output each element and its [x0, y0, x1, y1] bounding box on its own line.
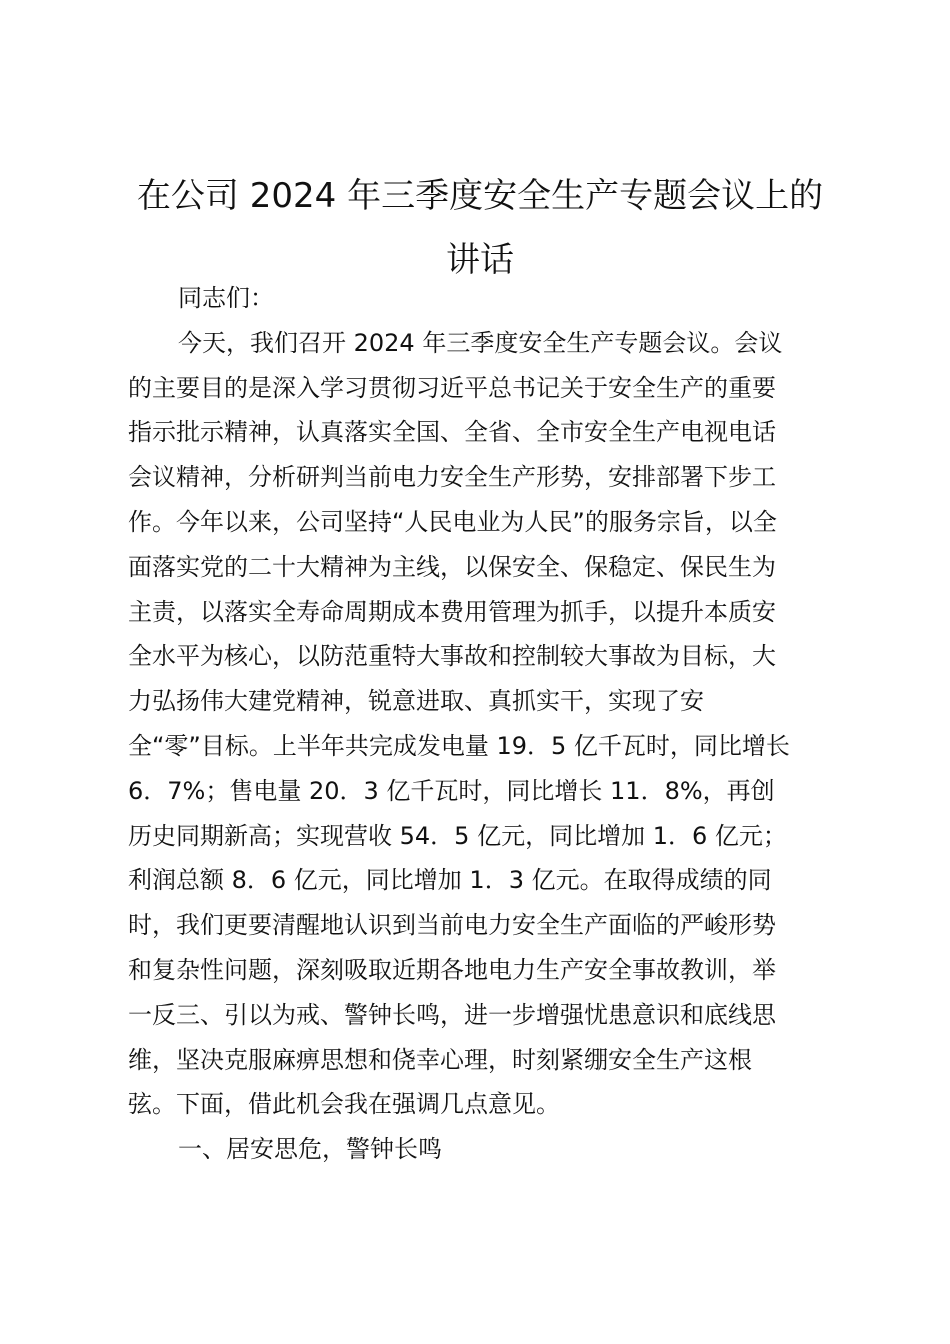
paragraph-line: 的主要目的是深入学习贯彻习近平总书记关于安全生产的重要 — [128, 373, 776, 402]
document-title — [120, 164, 840, 292]
paragraph-line: 6．7%；售电量 20．3 亿千瓦时，同比增长 11．8%，再创 — [128, 776, 775, 805]
document-body — [128, 276, 828, 1172]
title-line: 在公司 2024 年三季度安全生产专题会议上的 — [136, 176, 824, 216]
salutation: 同志们： — [178, 284, 274, 312]
paragraph-line: 今天，我们召开 2024 年三季度安全生产专题会议。会议 — [178, 328, 783, 357]
paragraph-line: 弦。下面，借此机会我在强调几点意见。 — [128, 1090, 560, 1119]
paragraph-line: 利润总额 8．6 亿元，同比增加 1．3 亿元。在取得成绩的同 — [128, 866, 772, 895]
paragraph-line: 力弘扬伟大建党精神，锐意进取、真抓实干，实现了安 — [128, 687, 704, 716]
title-line: 讲话 — [446, 240, 514, 280]
paragraph-line: 时，我们更要清醒地认识到当前电力安全生产面临的严峻形势 — [128, 911, 776, 940]
paragraph-line: 全水平为核心，以防范重特大事故和控制较大事故为目标，大 — [128, 642, 776, 671]
paragraph-line: 维，坚决克服麻痹思想和侥幸心理，时刻紧绷安全生产这根 — [128, 1045, 752, 1074]
intro-paragraph — [128, 321, 828, 1127]
paragraph-line: 作。今年以来，公司坚持“人民电业为人民”的服务宗旨，以全 — [128, 507, 777, 536]
paragraph-line: 指示批示精神，认真落实全国、全省、全市安全生产电视电话 — [128, 418, 776, 447]
section-heading: 一、居安思危，警钟长鸣 — [178, 1135, 442, 1164]
paragraph-line: 主责，以落实全寿命周期成本费用管理为抓手，以提升本质安 — [128, 597, 776, 626]
paragraph-line: 一反三、引以为戒、警钟长鸣，进一步增强忧患意识和底线思 — [128, 1000, 776, 1029]
paragraph-line: 历史同期新高；实现营收 54．5 亿元，同比增加 1．6 亿元； — [128, 821, 787, 850]
paragraph-line: 全“零”目标。上半年共完成发电量 19．5 亿千瓦时，同比增长 — [128, 731, 790, 760]
paragraph-line: 面落实党的二十大精神为主线，以保安全、保稳定、保民生为 — [128, 552, 776, 581]
paragraph-line: 和复杂性问题，深刻吸取近期各地电力生产安全事故教训，举 — [128, 955, 776, 984]
paragraph-line: 会议精神，分析研判当前电力安全生产形势，安排部署下步工 — [128, 463, 776, 492]
